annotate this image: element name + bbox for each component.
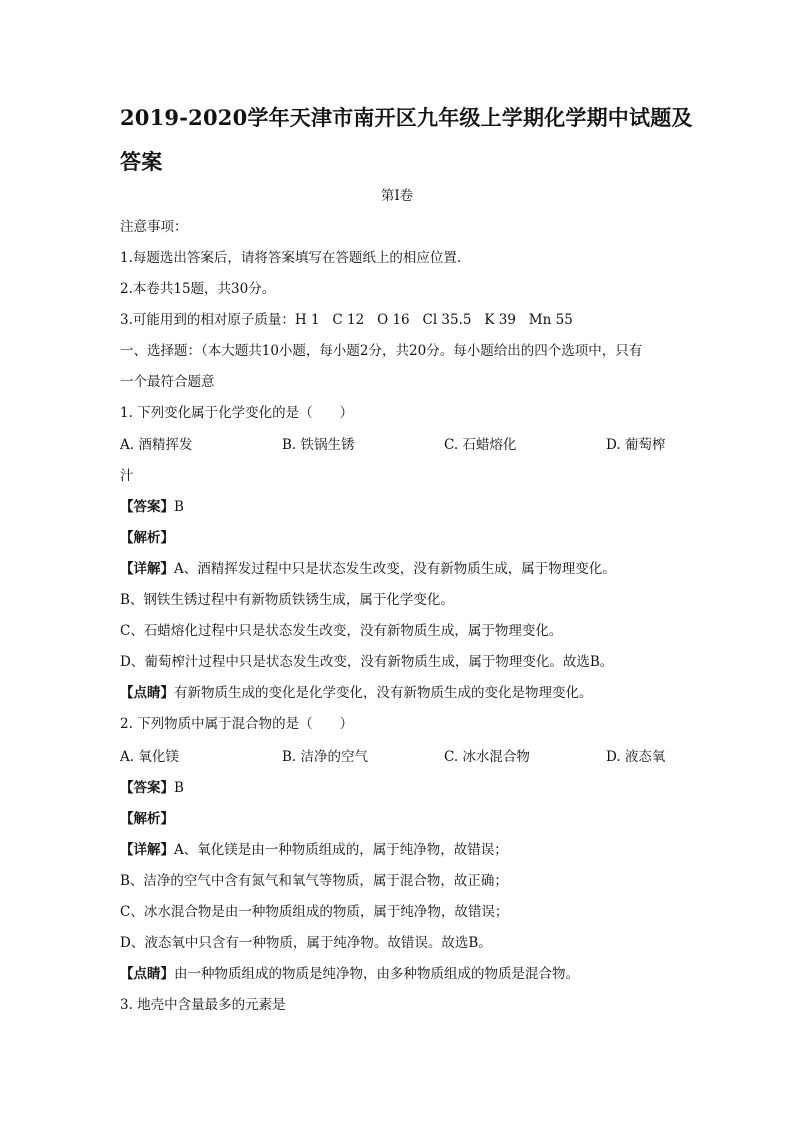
question-2-option-c: C. 冰水混合物: [444, 749, 530, 765]
question-2-detail-a: [120, 841, 508, 859]
tip-text: 由一种物质组成的物质是纯净物，由多种物质组成的物质是混合物。: [174, 966, 579, 982]
question-1-answer: [120, 498, 184, 516]
question-2-tip: [120, 965, 579, 983]
note-2: 2.本卷共15题，共30分。: [120, 281, 276, 297]
tip-label: 【点睛】: [120, 685, 174, 701]
question-2-detail-c: C、冰水混合物是由一种物质组成的物质，属于纯净物，故错误；: [120, 904, 509, 920]
question-2-option-b: B. 洁净的空气: [282, 749, 369, 765]
detail-label: 【详解】: [120, 561, 174, 577]
answer-value: B: [174, 780, 184, 796]
question-2-option-d: D. 液态氧: [606, 749, 666, 765]
question-1-detail-b: B、钢铁生锈过程中有新物质铁锈生成，属于化学变化。: [120, 592, 454, 608]
question-2-detail-d: D、液态氧中只含有一种物质，属于纯净物。故错误。故选B。: [120, 935, 492, 951]
question-1-option-a: A. 酒精挥发: [120, 437, 193, 453]
question-1-option-b: B. 铁锅生锈: [282, 437, 355, 453]
part-heading-line1: 一、选择题：（本大题共10小题，每小题2分，共20分。每小题给出的四个选项中，只有: [120, 343, 643, 359]
answer-value: B: [174, 499, 184, 515]
question-3-stem: 3. 地壳中含量最多的元素是: [120, 997, 286, 1013]
tip-label: 【点睛】: [120, 966, 174, 982]
detail-text: A、酒精挥发过程中只是状态发生改变，没有新物质生成，属于物理变化。: [174, 561, 616, 577]
detail-text: A、氧化镁是由一种物质组成的，属于纯净物，故错误；: [174, 842, 508, 858]
notes-heading: 注意事项：: [120, 219, 188, 235]
question-1-option-d: D. 葡萄榨: [606, 437, 666, 453]
page-title: 2019-2020学年天津市南开区九年级上学期化学期中试题及答案: [120, 105, 693, 174]
question-1-stem: 1. 下列变化属于化学变化的是（ ）: [120, 405, 354, 421]
answer-label: 【答案】: [120, 499, 174, 515]
note-1: 1.每题选出答案后，请将答案填写在答题纸上的相应位置.: [120, 250, 462, 266]
note-3: 3.可能用到的相对原子质量：H 1 C 12 O 16 Cl 35.5 K 39 Mn 55: [120, 312, 573, 328]
question-1-detail-d: D、葡萄榨汁过程中只是状态发生改变，没有新物质生成，属于物理变化。故选B。: [120, 654, 614, 670]
tip-text: 有新物质生成的变化是化学变化，没有新物质生成的变化是物理变化。: [174, 685, 593, 701]
question-1-detail-c: C、石蜡熔化过程中只是状态发生改变，没有新物质生成，属于物理变化。: [120, 623, 563, 639]
part-heading-line2: 一个最符合题意: [120, 374, 215, 390]
question-2-answer: [120, 779, 184, 797]
question-1-option-d-wrap: 汁: [120, 468, 134, 484]
section-heading: 第I卷: [380, 188, 414, 204]
question-1-detail-a: [120, 560, 616, 578]
question-2-option-a: A. 氧化镁: [120, 749, 179, 765]
question-1-tip: [120, 684, 593, 702]
question-2-detail-b: B、洁净的空气中含有氮气和氧气等物质，属于混合物，故正确；: [120, 873, 508, 889]
question-1-option-c: C. 石蜡熔化: [444, 437, 517, 453]
detail-label: 【详解】: [120, 842, 174, 858]
question-1-analysis-label: 【解析】: [120, 530, 174, 546]
answer-label: 【答案】: [120, 780, 174, 796]
question-2-analysis-label: 【解析】: [120, 811, 174, 827]
question-2-stem: 2. 下列物质中属于混合物的是（ ）: [120, 716, 354, 732]
